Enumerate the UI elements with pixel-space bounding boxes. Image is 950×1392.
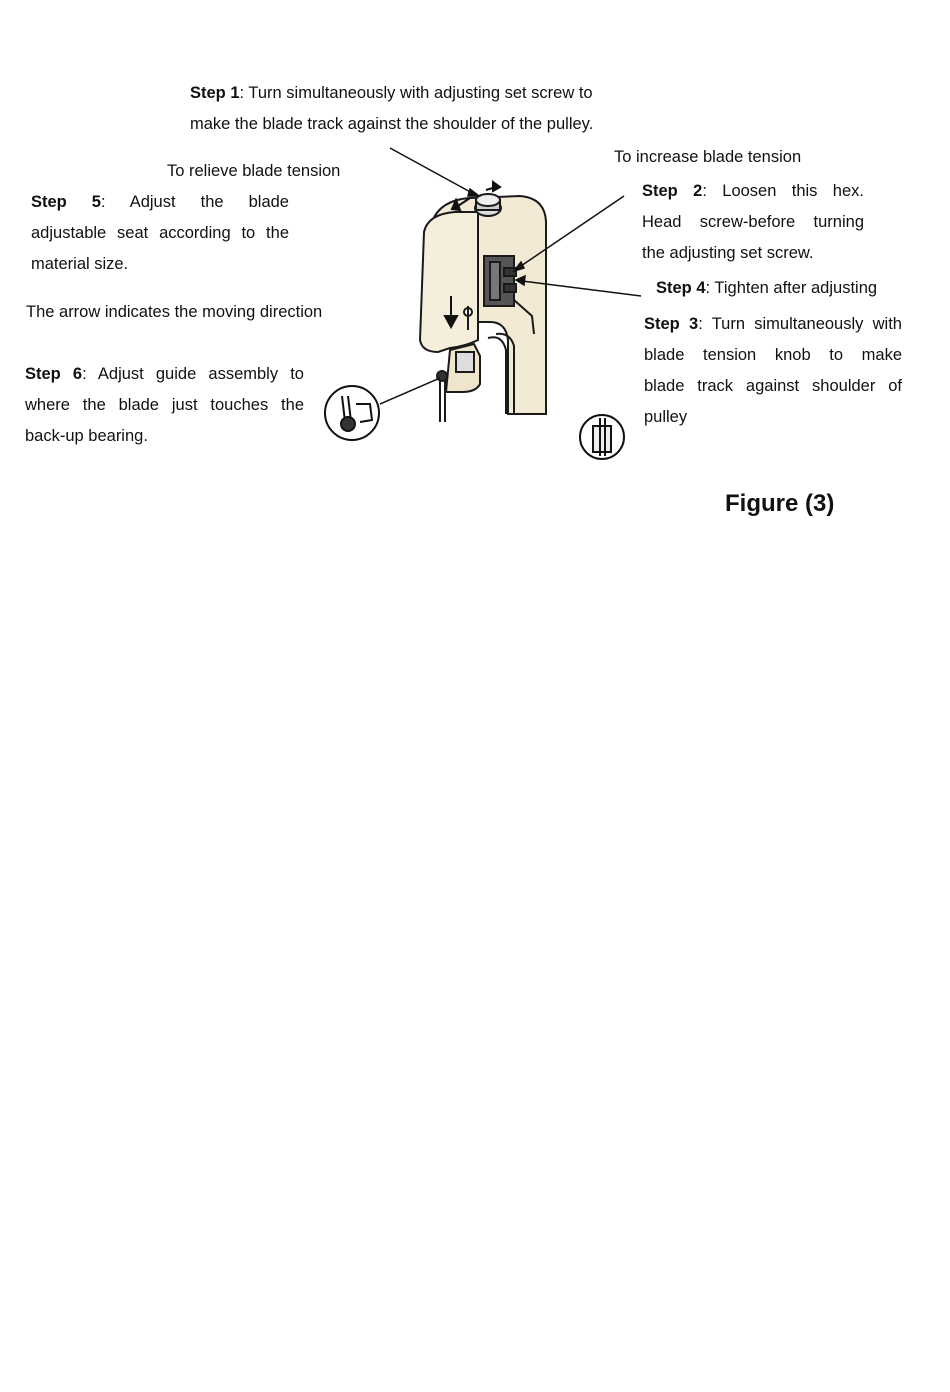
step3-line3: blade track against shoulder of	[644, 377, 902, 395]
blade-detail-inset	[580, 415, 624, 459]
step3-line4: pulley	[644, 408, 688, 426]
step2-text	[642, 176, 864, 269]
figure-caption: Figure (3)	[725, 490, 835, 517]
step3-text	[644, 309, 902, 433]
step3-label: Step 3	[644, 315, 699, 333]
step1-line1: : Turn simultaneously with adjusting set screw to	[239, 84, 593, 102]
guide-detail-inset	[325, 386, 379, 440]
step4-label: Step 4	[656, 279, 706, 297]
bandsaw-illustration	[420, 194, 546, 422]
step2-line3: the adjusting set screw.	[642, 244, 814, 262]
step3-line1: : Turn simultaneously with	[698, 315, 902, 333]
step1-label: Step 1	[190, 84, 240, 102]
step5-label: Step 5	[31, 193, 101, 211]
step4-text	[656, 273, 877, 304]
step3-line2: blade tension knob to make	[644, 346, 902, 364]
step5-line3: material size.	[31, 255, 129, 273]
step5-line2: adjustable seat according to the	[31, 224, 289, 242]
step6-line2: where the blade just touches the	[25, 396, 304, 414]
step2-label: Step 2	[642, 182, 703, 200]
arrow-note: The arrow indicates the moving direction	[26, 303, 323, 321]
step6-line3: back-up bearing.	[25, 427, 148, 445]
step2-line1: : Loosen this hex.	[702, 182, 864, 200]
step6-line1: : Adjust guide assembly to	[82, 365, 304, 383]
increase-tension-label: To increase blade tension	[614, 148, 802, 166]
step1-text	[190, 78, 640, 140]
relieve-tension-label: To relieve blade tension	[167, 162, 341, 180]
step6-text	[25, 359, 304, 452]
step2-line2: Head screw-before turning	[642, 213, 864, 231]
step1-line2: make the blade track against the shoulder of the pulley.	[190, 115, 594, 133]
step6-label: Step 6	[25, 365, 83, 383]
step5-line1: : Adjust the blade	[100, 193, 289, 211]
step4-line: : Tighten after adjusting	[705, 279, 878, 297]
step5-text	[31, 187, 289, 280]
